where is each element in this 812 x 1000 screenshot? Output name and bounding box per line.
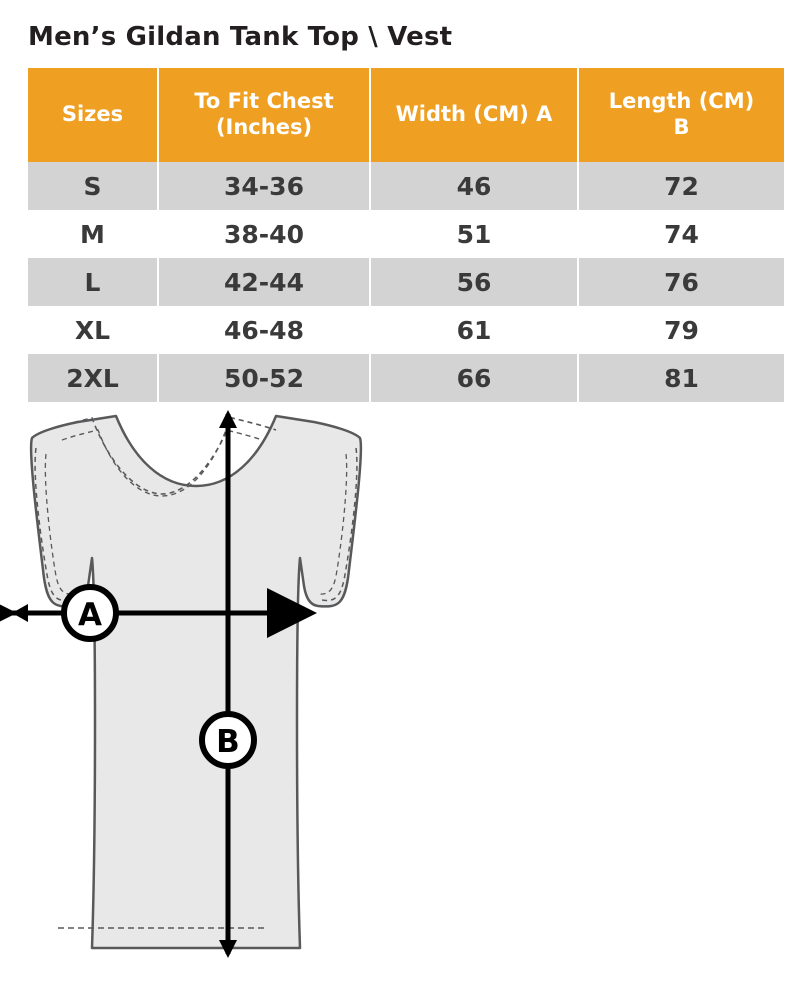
- column-header-length-line1: Length (CM): [608, 89, 755, 114]
- column-header-length-line2: B: [673, 115, 690, 139]
- cell-chest: 42-44: [158, 258, 370, 306]
- measure-b-badge: [202, 714, 254, 766]
- table-row: [28, 210, 784, 258]
- column-header-chest-line1: To Fit Chest: [194, 89, 334, 114]
- cell-length: 81: [578, 354, 784, 402]
- cell-size: L: [28, 258, 158, 306]
- column-header-width: [370, 68, 578, 162]
- column-header-length: [578, 68, 784, 162]
- cell-chest: 38-40: [158, 210, 370, 258]
- table-row: [28, 306, 784, 354]
- cell-size: 2XL: [28, 354, 158, 402]
- cell-width: 61: [370, 306, 578, 354]
- measure-a-badge: [64, 587, 116, 639]
- cell-length: 74: [578, 210, 784, 258]
- column-header-chest: [158, 68, 370, 162]
- tank-top-outline: [31, 416, 361, 948]
- cell-width: 66: [370, 354, 578, 402]
- table-row: [28, 354, 784, 402]
- cell-length: 79: [578, 306, 784, 354]
- table-row: [28, 162, 784, 210]
- cell-width: 51: [370, 210, 578, 258]
- table-header-row: [28, 68, 784, 162]
- cell-width: 56: [370, 258, 578, 306]
- measure-b-label: B: [216, 724, 240, 760]
- cell-size: M: [28, 210, 158, 258]
- cell-length: 72: [578, 162, 784, 210]
- table-row: [28, 258, 784, 306]
- cell-size: S: [28, 162, 158, 210]
- cell-chest: 46-48: [158, 306, 370, 354]
- column-header-width-line1: Width (CM) A: [395, 102, 553, 127]
- cell-chest: 50-52: [158, 354, 370, 402]
- cell-width: 46: [370, 162, 578, 210]
- page-title: Men’s Gildan Tank Top \ Vest: [28, 22, 453, 52]
- column-header-sizes: [28, 68, 158, 162]
- cell-length: 76: [578, 258, 784, 306]
- cell-size: XL: [28, 306, 158, 354]
- measure-a-label: A: [78, 597, 102, 633]
- cell-chest: 34-36: [158, 162, 370, 210]
- column-header-sizes-line1: Sizes: [61, 102, 124, 127]
- garment-diagram: [0, 408, 812, 1000]
- size-chart-table: [28, 68, 784, 402]
- column-header-chest-line2: (Inches): [215, 115, 313, 139]
